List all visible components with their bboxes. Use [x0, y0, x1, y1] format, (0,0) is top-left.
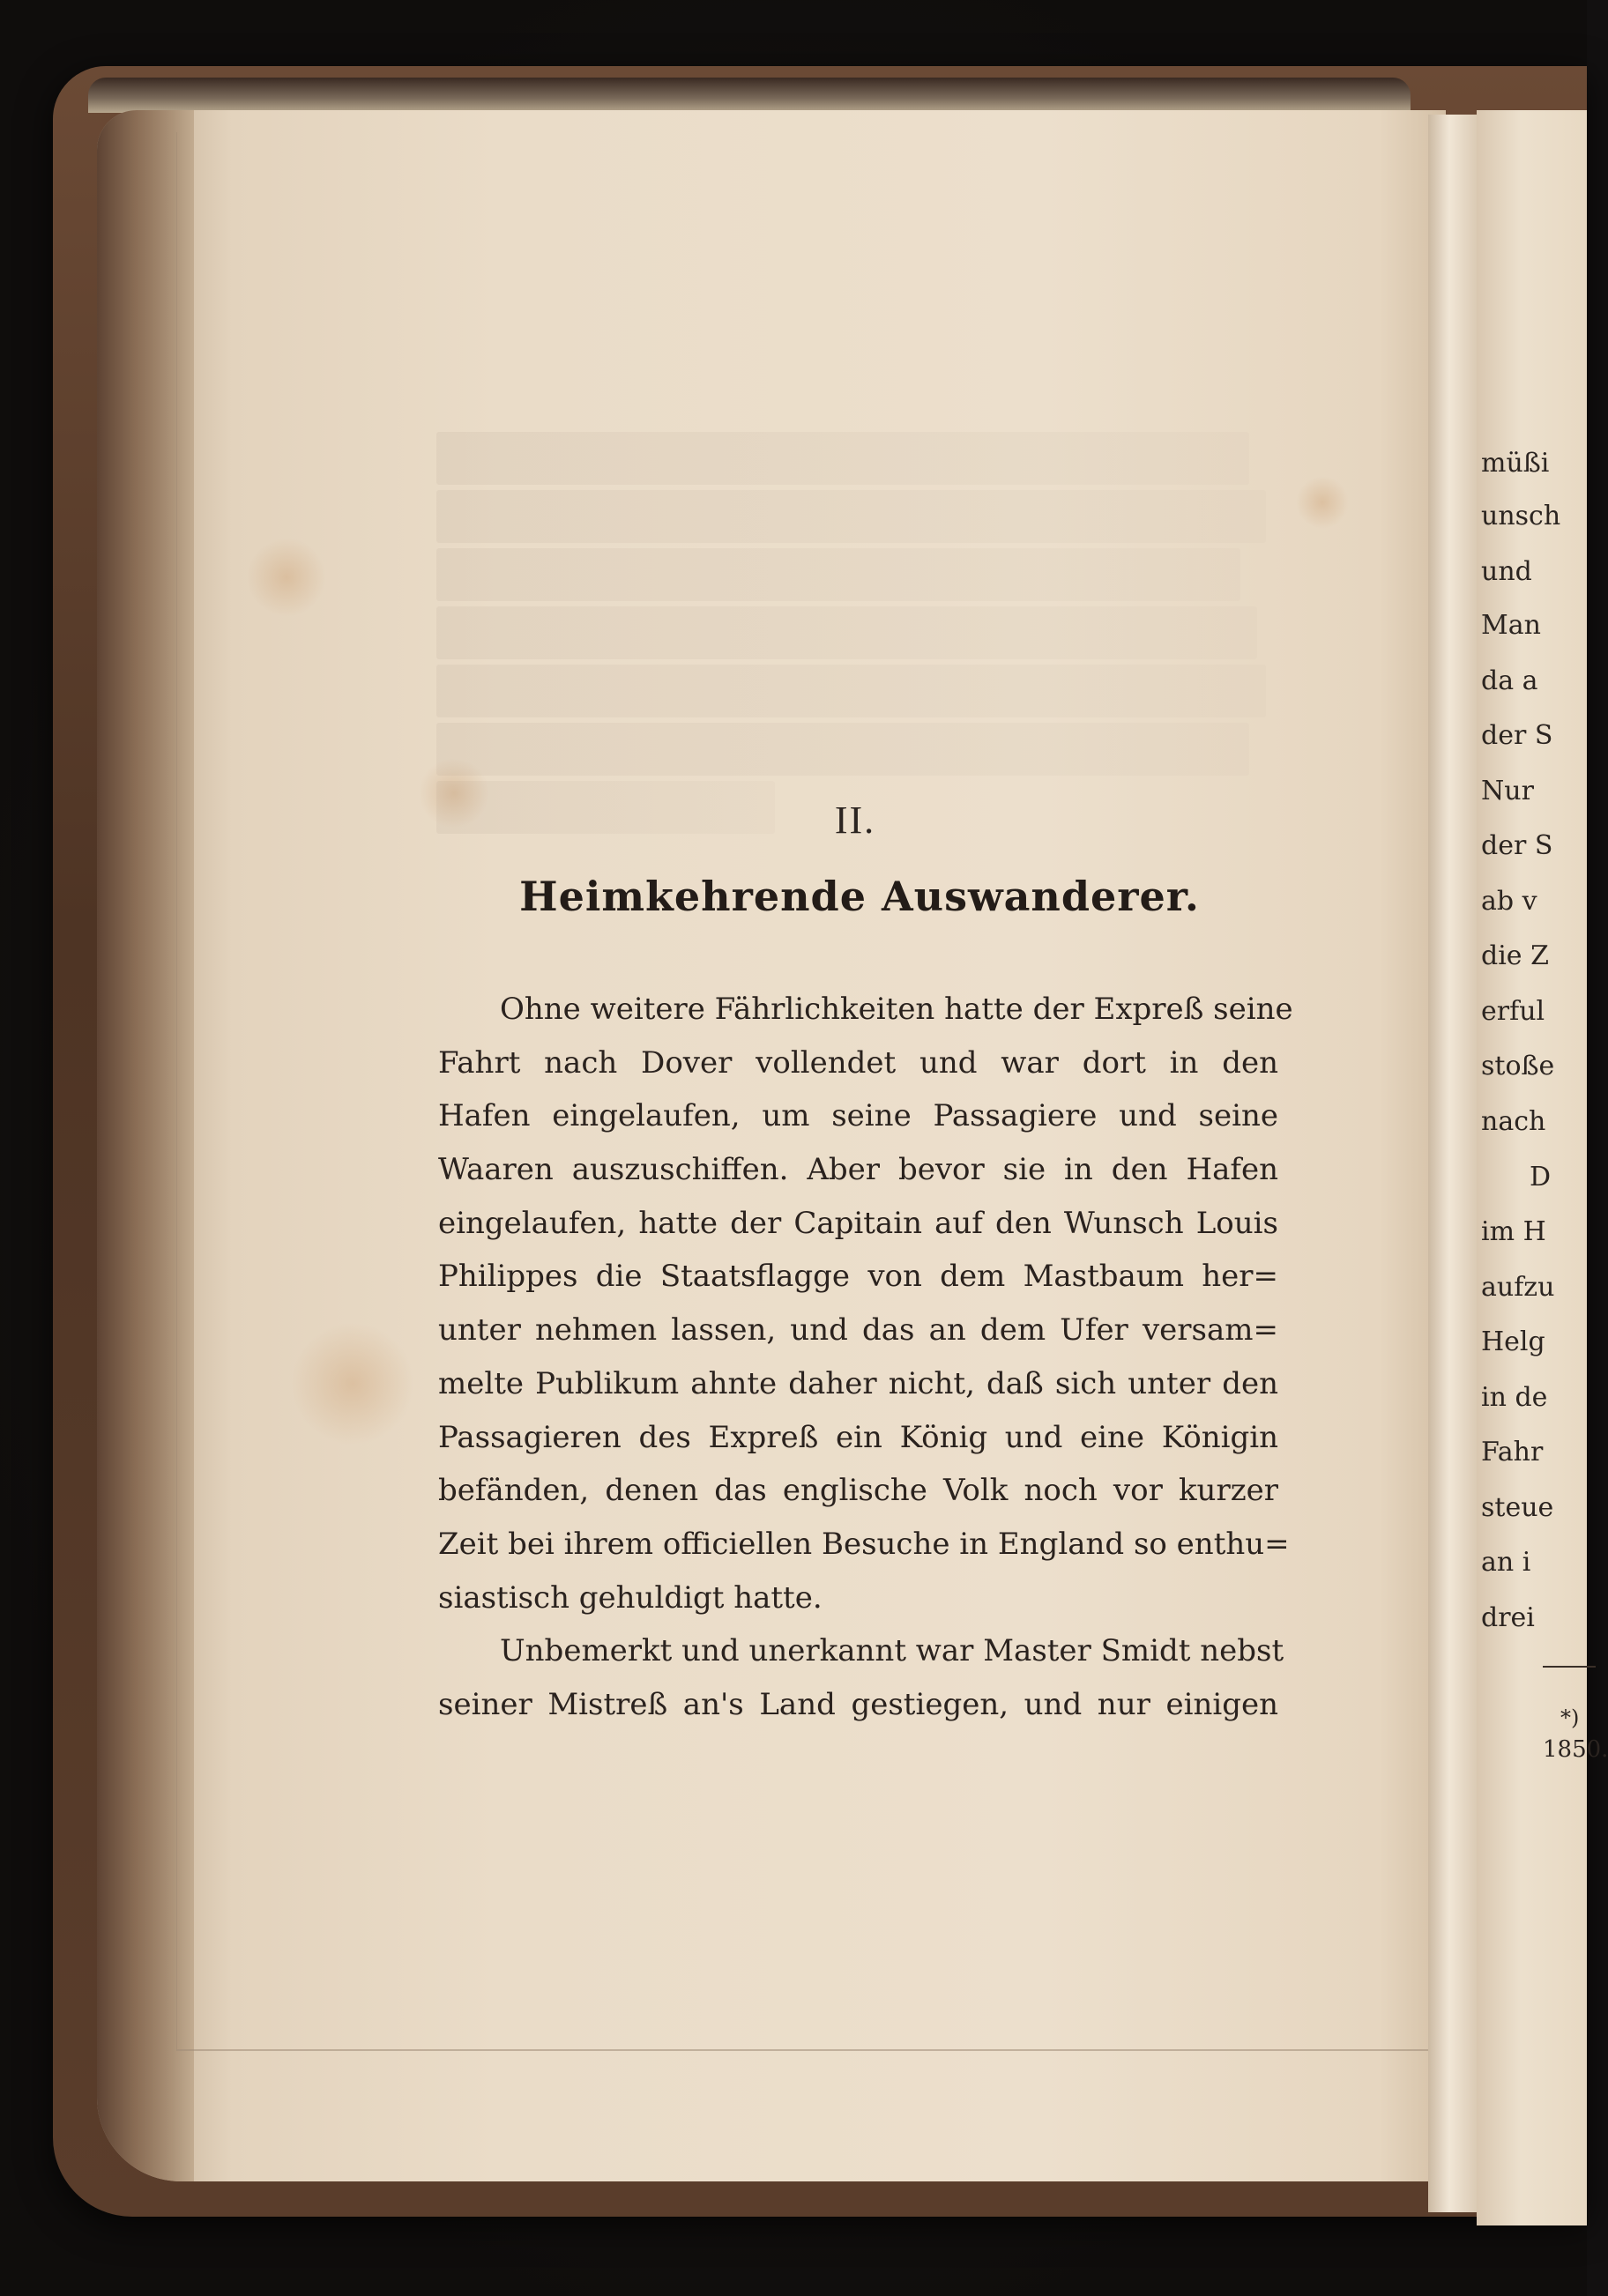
footnote-year: 1850. [1543, 1736, 1608, 1763]
footnote-rule [1543, 1666, 1596, 1668]
text-line: unter nehmen lassen, und das an dem Ufer versam= [438, 1312, 1278, 1349]
facing-page-fragment: im H [1481, 1216, 1546, 1247]
facing-page-fragment: der S [1481, 830, 1553, 861]
facing-page-fragment: ab v [1481, 886, 1537, 917]
foxing-stain [291, 1322, 414, 1445]
facing-page-fragment: an i [1481, 1547, 1531, 1578]
footnote-marker: *) [1560, 1705, 1580, 1730]
text-line: seiner Mistreß an's Land gestiegen, und nur einigen [438, 1686, 1278, 1722]
facing-page-fragment: nach [1481, 1106, 1546, 1137]
facing-page-fragment: Nur [1481, 776, 1534, 806]
text-line: Zeit bei ihrem officiellen Besuche in England so enthu= [438, 1526, 1290, 1562]
chapter-body [438, 983, 1293, 1732]
text-line: melte Publikum ahnte daher nicht, daß sich unter den [438, 1365, 1278, 1401]
text-line: Hafen eingelaufen, um seine Passagiere und seine [438, 1098, 1278, 1134]
page-top-edge [88, 78, 1411, 113]
foxing-stain [1296, 476, 1349, 529]
text-line: Philippes die Staatsflagge von dem Mastbaum her= [438, 1259, 1278, 1295]
facing-page-fragment: Man [1481, 610, 1541, 641]
facing-page-fragment: der S [1481, 720, 1553, 751]
facing-page-fragment: unsch [1481, 501, 1561, 531]
facing-page-fragment: erful [1481, 996, 1545, 1027]
text-line: befänden, denen das englische Volk noch vor kurzer [438, 1473, 1278, 1509]
facing-page-fragment: drei [1481, 1602, 1535, 1633]
text-line: Ohne weitere Fährlichkeiten hatte der Expreß seine [500, 992, 1293, 1027]
book-gutter [1428, 115, 1481, 2212]
facing-page-fragment: und [1481, 556, 1532, 587]
facing-page [1477, 110, 1608, 2225]
facing-page-fragment: aufzu [1481, 1272, 1555, 1303]
facing-page-fragment: die Z [1481, 940, 1549, 971]
facing-page-fragment: Fahr [1481, 1437, 1544, 1468]
facing-page-fragment: in de [1481, 1382, 1548, 1413]
show-through-text [436, 432, 1283, 839]
text-line: siastisch gehuldigt hatte. [438, 1579, 823, 1616]
facing-page-fragment: Helg [1481, 1326, 1545, 1357]
facing-page-fragment: da a [1481, 665, 1538, 696]
text-line: Unbemerkt und unerkannt war Master Smidt nebst [500, 1633, 1284, 1669]
text-line: Waaren auszuschiffen. Aber bevor sie in den Hafen [438, 1152, 1278, 1188]
text-line: Passagieren des Expreß ein König und eine Königin [438, 1419, 1278, 1455]
chapter-number: II. [834, 799, 876, 842]
text-line: Fahrt nach Dover vollendet und war dort in den [438, 1044, 1278, 1081]
facing-page-fragment: müßi [1481, 448, 1550, 479]
foxing-stain [247, 538, 326, 617]
text-line: eingelaufen, hatte der Capitain auf den Wunsch Louis [438, 1205, 1278, 1241]
facing-page-fragment: steue [1481, 1492, 1554, 1523]
facing-page-fragment: D [1530, 1162, 1552, 1193]
chapter-title: Heimkehrende Auswanderer. [519, 873, 1200, 920]
facing-page-fragment: stoße [1481, 1051, 1555, 1081]
